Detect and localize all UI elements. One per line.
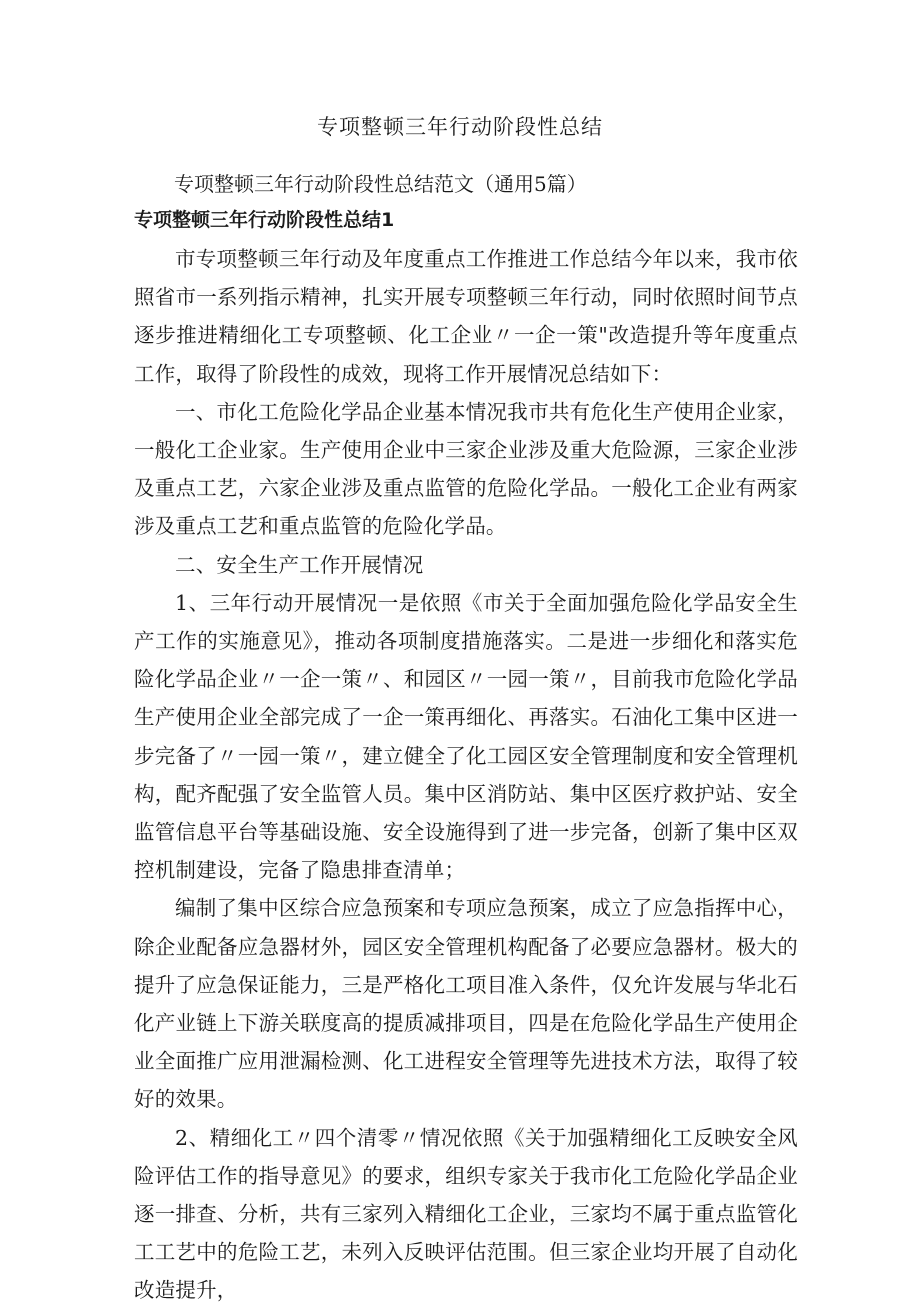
document-subtitle: 专项整顿三年行动阶段性总结范文（通用5篇） — [174, 172, 587, 196]
document-title: 专项整顿三年行动阶段性总结 — [317, 115, 603, 139]
paragraph-three-year-action: 1、三年行动开展情况一是依照《市关于全面加强危险化学品安全生产工作的实施意见》，推动各项制度措施落实。二是进一步细化和落实危险化学品企业〃一企一策〃、和园区〃一园一策〃，目前我市危险化学品生产使用企业全部完成了一企一策再细化、再落实。石油化工集中区进一步完备了〃一园一策〃，建立健全了化工园区安全管理制度和安全管理机构，配齐配强了安全监管人员。集中区消防站、集中区医疗救护站、安全监管信息平台等基础设施、安全设施得到了进一步完备，创新了集中区双控机制建设，完备了隐患排查清单； — [134, 590, 798, 883]
paragraph-section-two-heading: 二、安全生产工作开展情况 — [175, 552, 424, 577]
paragraph-emergency-plans: 编制了集中区综合应急预案和专项应急预案，成立了应急指挥中心，除企业配备应急器材外，园区安全管理机构配备了必要应急器材。极大的提升了应急保证能力，三是严格化工项目准入条件，仅允许发展与华北石化产业链上下游关联度高的提质减排项目，四是在危险化学品生产使用企业全面推广应用泄漏检测、化工进程安全管理等先进技术方法，取得了较好的效果。 — [134, 896, 798, 1112]
paragraph-basic-situation: 一、市化工危险化学品企业基本情况我市共有危化生产使用企业家，一般化工企业家。生产使用企业中三家企业涉及重大危险源，三家企业涉及重点工艺，六家企业涉及重点监管的危险化学品。一般化工企业有两家涉及重点工艺和重点监管的危险化学品。 — [134, 399, 798, 539]
paragraph-fine-chemical: 2、精细化工〃四个清零〃情况依照《关于加强精细化工反映安全风险评估工作的指导意见》的要求，组织专家关于我市化工危险化学品企业逐一排查、分析，共有三家列入精细化工企业，三家均不属于重点监管化工工艺中的危险工艺，未列入反映评估范围。但三家企业均开展了自动化改造提升， — [134, 1125, 798, 1303]
section-heading: 专项整顿三年行动阶段性总结1 — [134, 209, 395, 231]
paragraph-intro: 市专项整顿三年行动及年度重点工作推进工作总结今年以来，我市依照省市一系列指示精神，扎实开展专项整顿三年行动，同时依照时间节点逐步推进精细化工专项整顿、化工企业〃一企一策"改造提升等年度重点工作，取得了阶段性的成效，现将工作开展情况总结如下： — [134, 247, 798, 386]
document-body — [134, 240, 798, 1310]
